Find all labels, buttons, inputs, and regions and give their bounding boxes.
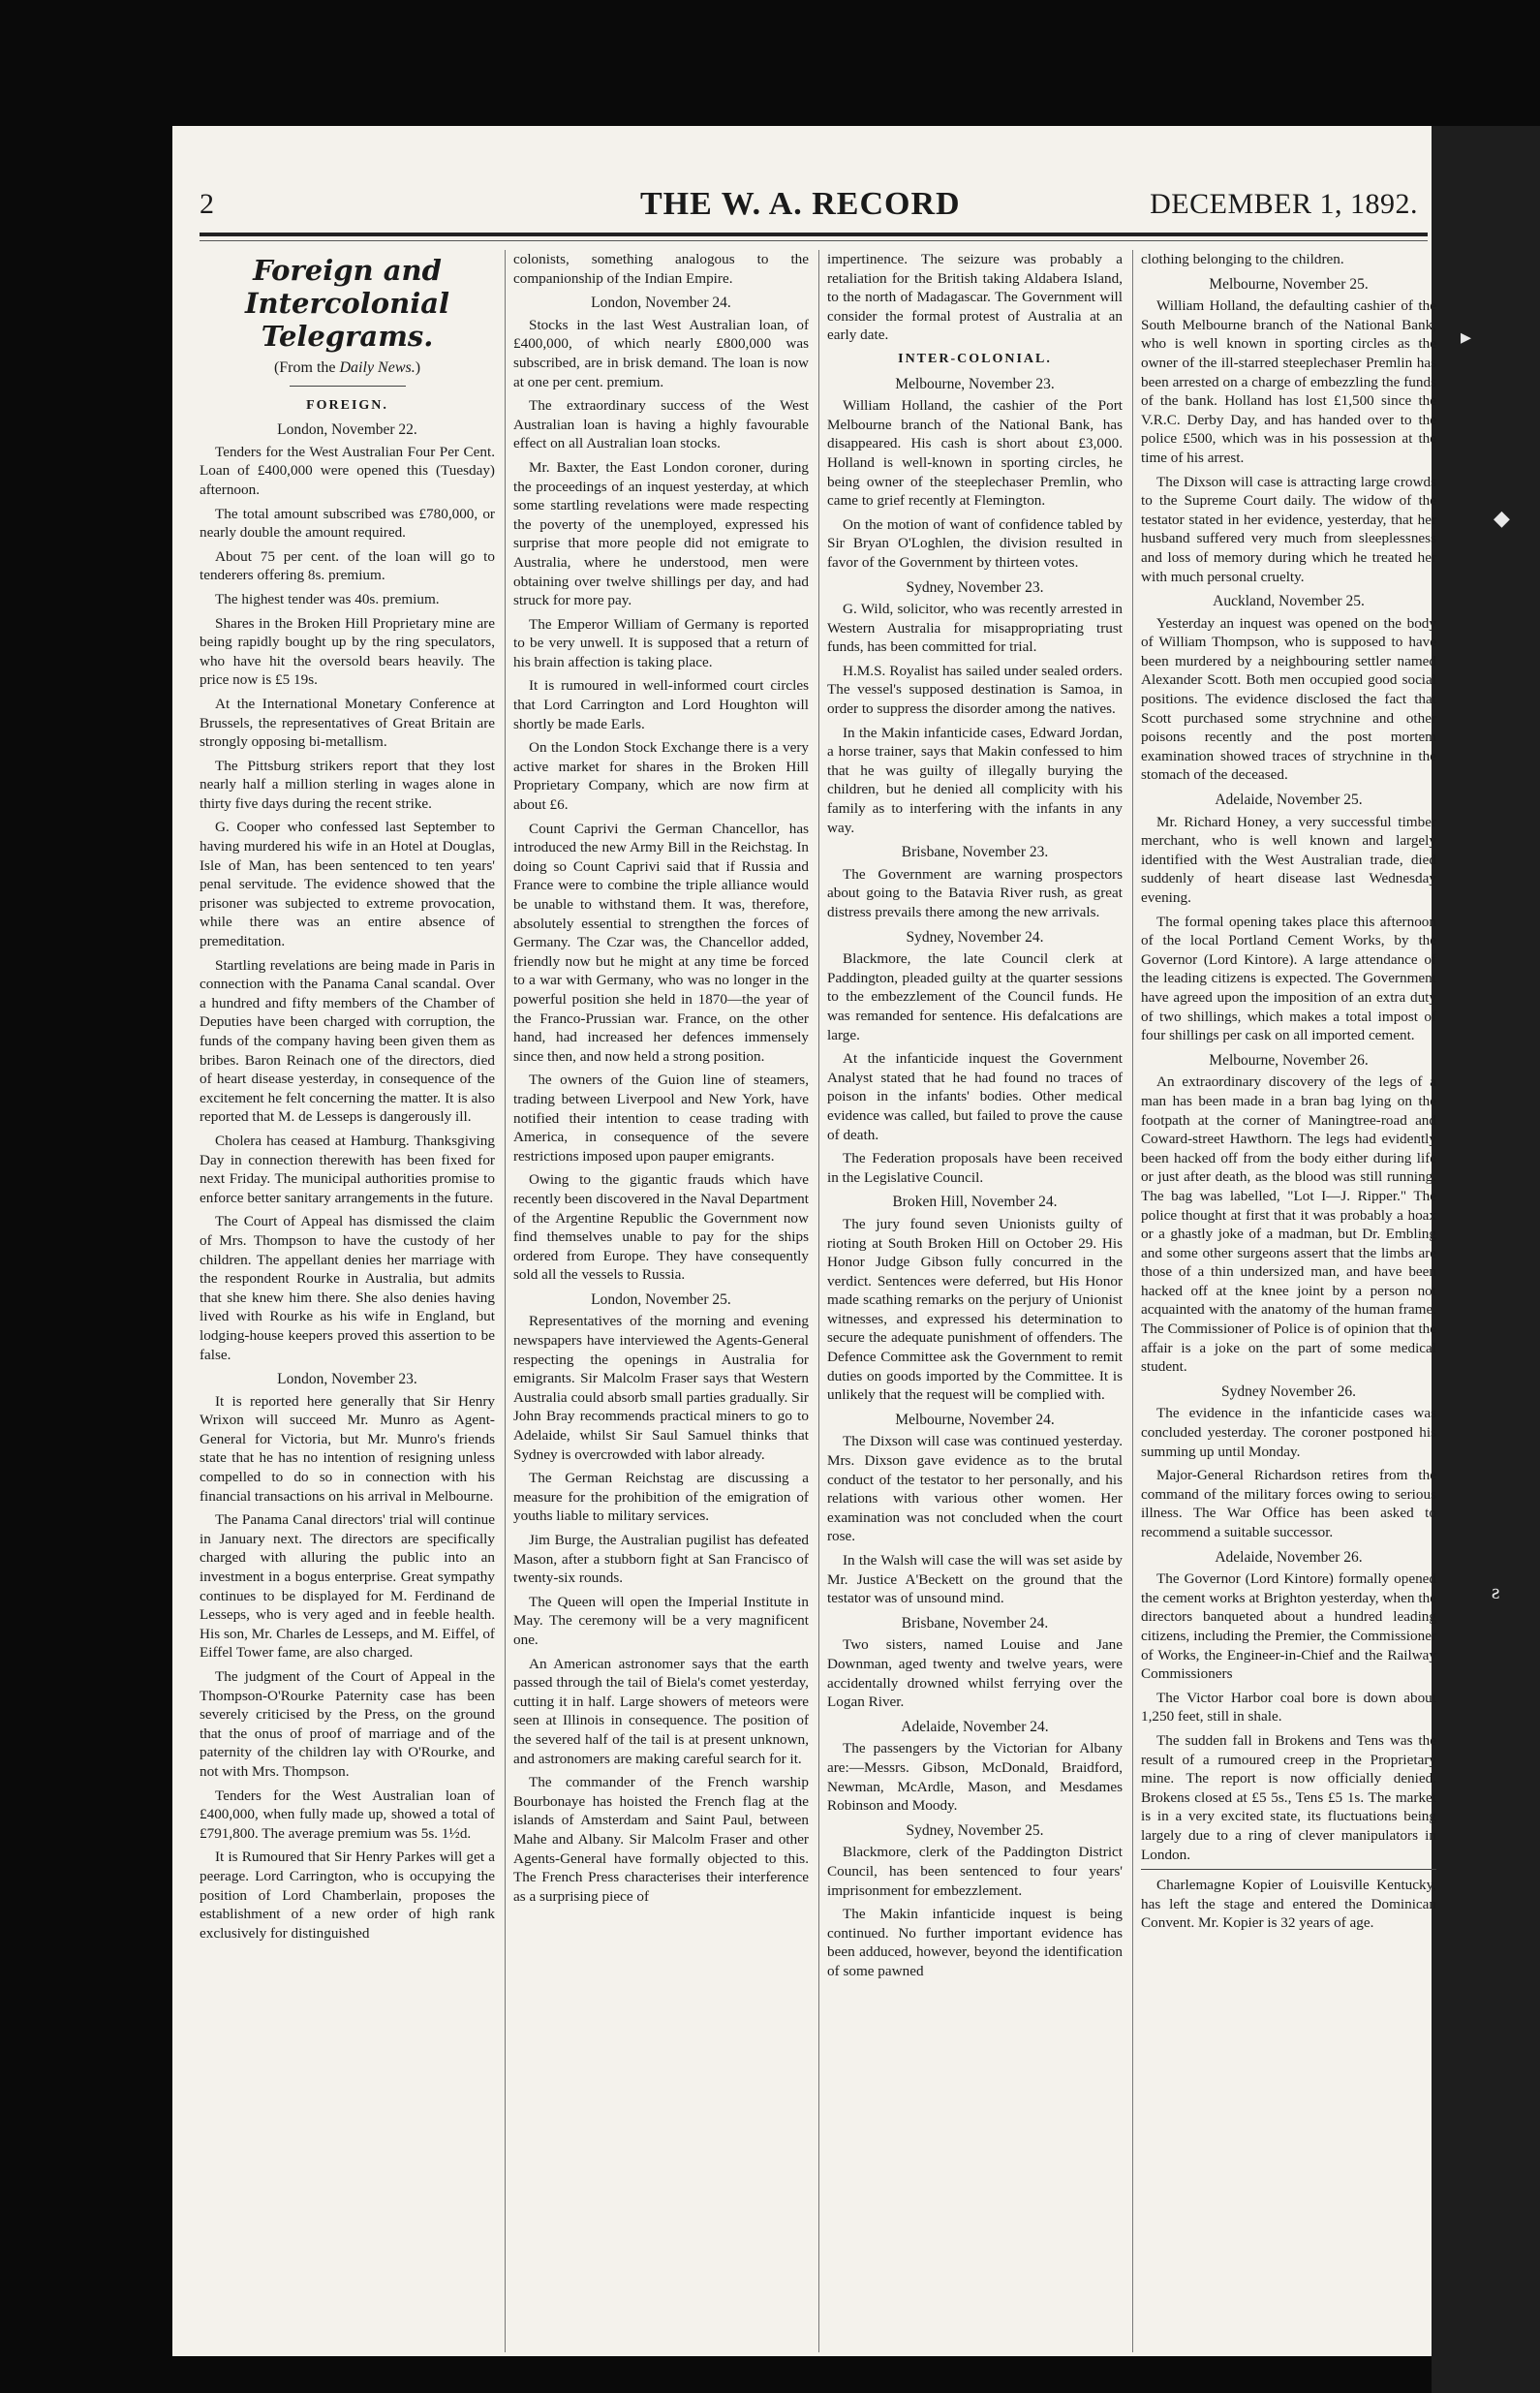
edge-mark: ◆ (1494, 506, 1510, 530)
article-paragraph: The Government are warning prospectors about going to the Batavia River rush, as great distress prevails there among the new arrivals. (827, 865, 1123, 920)
article-paragraph: William Holland, the defaulting cashier of the South Melbourne branch of the National Bank, who is well known in sporting circles as the owner of the ill-starred steeplechaser Premlin has been arrested on a charge of embezzling the funds of the bank. Holland has lost £1,500 since the V.R.C. Derby Day, and has handed over to the police £500, which was in his possession at the time of his arrest. (1141, 297, 1436, 466)
notice-paragraph: Charlemagne Kopier of Louisville Kentucky, has left the stage and entered the Dominican Convent. Mr. Kopier is 32 years of age. (1141, 1869, 1436, 1933)
article-paragraph: In the Walsh will case the will was set aside by Mr. Justice A'Beckett on the ground that the testator was of unsound mind. (827, 1552, 1123, 1607)
article-paragraph: Mr. Baxter, the East London coroner, during the proceedings of an inquest yesterday, at which some startling revelations were made respecting the poverty of the unemployed, expressed his surprise that more people did not emigrate to Australia, where he understood, men were obtaining over twelve shillings per day, and had struck for more pay. (513, 458, 809, 609)
article-paragraph: About 75 per cent. of the loan will go to tenderers offering 8s. premium. (200, 547, 495, 584)
header-rule (200, 233, 1428, 236)
article-paragraph: The passengers by the Victorian for Albany are:—Messrs. Gibson, McDonald, Braidford, Newman, McArdle, Mason, and Mesdames Robinson and Moody. (827, 1740, 1123, 1815)
article-paragraph: William Holland, the cashier of the Port Melbourne branch of the National Bank, has disappeared. His cash is short about £3,000. Holland is well-known in sporting circles, he being owner of the steeplechaser Premlin, who came to grief recently at Flemington. (827, 397, 1123, 510)
article-paragraph: At the International Monetary Conference at Brussels, the representatives of Great Britain are strongly opposing bi-metallism. (200, 695, 495, 751)
column-4 (1141, 250, 1436, 1938)
source-paper: Daily News. (339, 359, 416, 376)
article-paragraph: Yesterday an inquest was opened on the body of William Thompson, who is supposed to have been murdered by a neighbouring settler named Alexander Scott. Both men occupied good social positions. The evidence disclosed the fact that Scott purchased some strychnine and other poisons recently and the post mortem examination showed traces of strychnine in the stomach of the deceased. (1141, 614, 1436, 784)
article-paragraph: colonists, something analogous to the companionship of the Indian Empire. (513, 251, 809, 287)
article-paragraph: On the motion of want of confidence tabled by Sir Bryan O'Loghlen, the division resulted in favor of the Government by thirteen votes. (827, 515, 1123, 571)
article-paragraph: The jury found seven Unionists guilty of rioting at South Broken Hill on October 29. His Honor Judge Gibson fully concurred in the verdict. Sentences were deferred, but His Honor made scathing remarks on the perjury of Unionist witnesses, and expressed his determination to secure the adequate punishment of offenders. The Defence Committee ask the Government to remit duties on goods imported by the Committee. It is unlikely that the request will be complied with. (827, 1215, 1123, 1404)
article-paragraph: Two sisters, named Louise and Jane Downman, aged twenty and twelve years, were accidentally drowned whilst ferrying over the Logan River. (827, 1636, 1123, 1711)
article-paragraph: Mr. Richard Honey, a very successful timber merchant, who is well known and largely identified with the West Australian trade, died suddenly of heart disease last Wednesday evening. (1141, 813, 1436, 906)
article-paragraph: Representatives of the morning and evening newspapers have interviewed the Agents-General respecting the openings in Australia for emigrants. Sir Malcolm Fraser says that Western Australia could absorb small parties gradually. Sir John Bray recommends practical miners to go to Adelaide, whilst Sir Saul Samuel thinks that Sydney is overcrowded with labor already. (513, 1313, 809, 1463)
article-paragraph: The Dixson will case was continued yesterday. Mrs. Dixson gave evidence as to the brutal conduct of the testator to her personally, and his relations with various other women. Her examination was not concluded when the court rose. (827, 1433, 1123, 1545)
article-paragraph: In the Makin infanticide cases, Edward Jordan, a horse trainer, says that Makin confessed to him that he was guilty of illegally burying the children, but he denied all complicity with his family as to interfering with the infants in any way. (827, 724, 1123, 836)
article-paragraph: The Pittsburg strikers report that they lost nearly half a million sterling in wages alone in thirty five days during the recent strike. (200, 757, 495, 812)
dateline: Sydney, November 24. (906, 928, 1044, 946)
scan-shadow-right (1432, 126, 1540, 2393)
article-paragraph: The highest tender was 40s. premium. (215, 590, 440, 607)
article-paragraph: The commander of the French warship Bourbonaye has hoisted the French flag at the islands of Amsterdam and Saint Paul, between Mahe and Albany. Sir Malcolm Fraser and other Agents-General have formally objected to this. The French Press characterises their interference as a surprising piece of (513, 1774, 809, 1905)
article-paragraph: clothing belonging to the children. (1141, 251, 1344, 267)
dateline: Melbourne, November 26. (1209, 1051, 1369, 1069)
edge-mark: ƨ (1492, 1579, 1500, 1603)
column-rule (818, 250, 819, 2352)
article-paragraph: An American astronomer says that the earth passed through the tail of Biela's comet yesterday, cutting it in half. Large showers of meteors were seen at Illinois in consequence. The position of the severed half of the tail is at present unknown, and astronomers are making careful search for it. (513, 1655, 809, 1767)
divider (290, 386, 406, 387)
article-paragraph: On the London Stock Exchange there is a very active market for shares in the Broken Hill Proprietary Company, which are now firm at about £6. (513, 739, 809, 814)
article-paragraph: The extraordinary success of the West Australian loan is having a highly favourable effect on all Australian loan stocks. (513, 397, 809, 452)
page-header (200, 182, 1428, 231)
section-heading-foreign: FOREIGN. (306, 397, 388, 413)
dateline: Brisbane, November 24. (901, 1614, 1049, 1632)
section-masthead: Foreign and Intercolonial Telegrams. (244, 254, 450, 353)
article-paragraph: At the infanticide inquest the Government Analyst stated that he had found no traces of poison in the infants' bodies. Other medical evidence was called, but failed to prove the cause of death. (827, 1050, 1123, 1143)
article-paragraph: Major-General Richardson retires from the command of the military forces owing to serious illness. The War Office has been asked to recommend a suitable successor. (1141, 1467, 1436, 1540)
newspaper-page (172, 126, 1436, 2356)
article-paragraph: Tenders for the West Australian Four Per Cent. Loan of £400,000 were opened this (Tuesday) afternoon. (200, 443, 495, 498)
article-paragraph: The Makin infanticide inquest is being continued. No further important evidence has been adduced, however, beyond the identification of some pawned (827, 1906, 1123, 1979)
column-rule (1132, 250, 1133, 2352)
article-paragraph: An extraordinary discovery of the legs of a man has been made in a bran bag lying on the footpath at the corner of Maningtree-road and Coward-street Hawthorn. The legs had evidently been hacked off from the body either during life or just after death, as the blood was still running. The bag was labelled, "Lot I—J. Ripper." The police thought at first that it was probably a hoax or a ghastly joke of a madman, but Dr. Embling and some other surgeons assert that the limbs are those of a thin undersized man, and have been hacked off at the knee joint by a person not acquainted with the anatomy of the human frame. The Commissioner of Police is of opinion that the affair is a joke on the part of some medical student. (1141, 1073, 1436, 1376)
article-paragraph: The German Reichstag are discussing a measure for the prohibition of the emigration of youths liable to military services. (513, 1470, 809, 1525)
article-paragraph: It is Rumoured that Sir Henry Parkes will get a peerage. Lord Carrington, who is occupying the position of Lord Chamberlain, proposes the establishment of a new order of high rank exclusively for distinguished (200, 1849, 495, 1942)
article-paragraph: H.M.S. Royalist has sailed under sealed orders. The vessel's supposed destination is Samoa, in order to suppress the disorder among the natives. (827, 662, 1123, 718)
article-paragraph: impertinence. The seizure was probably a retaliation for the British taking Aldabera Island, to the north of Madagascar. The Government will consider the formal protest of Australia at an early date. (827, 251, 1123, 344)
article-paragraph: Blackmore, clerk of the Paddington District Council, has been sentenced to four years' imprisonment for embezzlement. (827, 1844, 1123, 1899)
article-paragraph: G. Cooper who confessed last September to having murdered his wife in an Hotel at Douglas, Isle of Man, has been sentenced to ten years' penal servitude. The evidence showed that the prisoner was subjected to extreme provocation, while there was an entire absence of premeditation. (200, 819, 495, 950)
article-paragraph: Count Caprivi the German Chancellor, has introduced the new Army Bill in the Reichstag. In doing so Count Caprivi said that if Russia and France were to combine the triple alliance would be unable to withstand them. It was, therefore, absolutely essential to strengthen the forces of Germany. The Czar was, the Chancellor added, friendly now but he might at any time be forced to a war with Germany, who was no longer in the powerful position she held in 1870—the year of the Franco-Prussian war. France, on the other hand, had increased her defences immensely since then, and now held a strong position. (513, 820, 809, 1065)
dateline: London, November 22. (277, 421, 417, 439)
article-paragraph: It is reported here generally that Sir Henry Wrixon will succeed Mr. Munro as Agent-General for Victoria, but Mr. Munro's friends state that he has no intention of resigning unless compelled to do so in connection with his financial transactions on his arrival in Melbourne. (200, 1392, 495, 1505)
article-paragraph: The Emperor William of Germany is reported to be very unwell. It is supposed that a return of his brain affection is taking place. (513, 615, 809, 670)
column-3 (827, 250, 1123, 1985)
article-paragraph: The Panama Canal directors' trial will continue in January next. The directors are specifically charged with alluring the public into an investment in a bogus enterprise. Great sympathy continues to be displayed for M. Ferdinand de Lesseps, who is very aged and in feeble health. His son, Mr. Charles de Lesseps, and M. Eiffel, of Eiffel Tower fame, are also charged. (200, 1511, 495, 1662)
article-paragraph: The Governor (Lord Kintore) formally opened the cement works at Brighton yesterday, when the directors banqueted about a hundred leading citizens, including the Premier, the Commissioner of Works, the Engineer-in-Chief and the Railway Commissioners (1141, 1570, 1436, 1683)
dateline: Brisbane, November 23. (901, 844, 1049, 861)
article-paragraph: Stocks in the last West Australian loan, of £400,000, of which nearly £800,000 was subscribed, are in brisk demand. The loan is now at one per cent. premium. (513, 316, 809, 390)
article-paragraph: The Queen will open the Imperial Institute in May. The ceremony will be a very magnificent one. (513, 1593, 809, 1648)
article-paragraph: Cholera has ceased at Hamburg. Thanksgiving Day in connection therewith has been fixed for next Friday. The municipal authorities promise to enforce better sanitary arrangements in the future. (200, 1132, 495, 1206)
article-paragraph: Startling revelations are being made in Paris in connection with the Panama Canal scandal. Over a hundred and fifty members of the Chamber of Deputies have been charged with corruption, the funds of the company having been given them as bribes. Baron Reinach one of the directors, died of heart disease yesterday, in consequence of the excitement he felt concerning the matter. It is also reported that M. de Lesseps is dangerously ill. (200, 956, 495, 1126)
article-paragraph: The evidence in the infanticide cases was concluded yesterday. The coroner postponed his summing up until Monday. (1141, 1405, 1436, 1460)
dateline: Broken Hill, November 24. (892, 1194, 1058, 1211)
section-heading-intercolonial: INTER-COLONIAL. (898, 351, 1052, 366)
dateline: Adelaide, November 26. (1215, 1548, 1363, 1566)
dateline: London, November 23. (277, 1371, 417, 1388)
article-paragraph: Tenders for the West Australian loan of £400,000, when fully made up, showed a total of £791,800. The average premium was 5s. 1½d. (200, 1787, 495, 1842)
column-2 (513, 250, 809, 1911)
dateline: Melbourne, November 25. (1209, 275, 1369, 293)
dateline: London, November 24. (591, 295, 731, 312)
article-paragraph: The sudden fall in Brokens and Tens was the result of a rumoured creep in the Proprietary mine. The report is now officially denied. Brokens closed at £5 5s., Tens £5 1s. The market is in a very excited state, its fluctuations being largely due to a ring of clever manipulators in London. (1141, 1731, 1436, 1863)
dateline: Sydney, November 25. (906, 1821, 1044, 1839)
article-paragraph: The Dixson will case is attracting large crowds to the Supreme Court daily. The widow of the testator stated in her evidence, yesterday, that her husband suffered very much from sleeplessness and loss of memory during which he treated her with much personal cruelty. (1141, 473, 1436, 585)
dateline: Auckland, November 25. (1213, 593, 1365, 610)
article-paragraph: The formal opening takes place this afternoon of the local Portland Cement Works, by the Governor (Lord Kintore). A large attendance of the leading citizens is expected. The Government have agreed upon the imposition of an extra duty of two shillings, which makes a total impost of four shillings per cask on all imported cement. (1141, 913, 1436, 1044)
dateline: Sydney, November 23. (906, 578, 1044, 596)
source-credit: (From the Daily News.) (273, 359, 421, 376)
article-paragraph: The total amount subscribed was £780,000, or nearly double the amount required. (200, 505, 495, 542)
page-number: 2 (200, 188, 214, 220)
article-paragraph: Blackmore, the late Council clerk at Paddington, pleaded guilty at the quarter sessions to the embezzlement of the Council funds. He was remanded for sentence. His defalcations are large. (827, 950, 1123, 1043)
article-paragraph: Shares in the Broken Hill Proprietary mine are being rapidly bought up by the ring speculators, who have hit the oversold bears heavily. The price now is £5 19s. (200, 614, 495, 689)
article-paragraph: Owing to the gigantic frauds which have recently been discovered in the Naval Department of the Argentine Republic the Government now find themselves unable to pay for the ships ordered from Europe. They have consequently sold all the vessels to Russia. (513, 1171, 809, 1284)
article-paragraph: It is rumoured in well-informed court circles that Lord Carrington and Lord Houghton will shortly be made Earls. (513, 677, 809, 732)
article-paragraph: The Court of Appeal has dismissed the claim of Mrs. Thompson to have the custody of her children. The appellant denies her marriage with the respondent Rourke in Australia, but admits that she knew him there. She also denies having lived with Rourke as his wife in England, but lodging-house keepers proved this assertion to be false. (200, 1213, 495, 1363)
article-paragraph: Jim Burge, the Australian pugilist has defeated Mason, after a stubborn fight at San Francisco of twenty-six rounds. (513, 1532, 809, 1587)
dateline: Melbourne, November 24. (895, 1411, 1055, 1428)
dateline: Sydney November 26. (1220, 1383, 1357, 1400)
dateline: Melbourne, November 23. (895, 375, 1055, 392)
paper-title: THE W. A. RECORD (640, 186, 961, 222)
dateline: Adelaide, November 25. (1215, 792, 1363, 809)
article-paragraph: The owners of the Guion line of steamers, trading between Liverpool and New York, have notified their intention to cease trading with America, in consequence of the severe restrictions imposed upon pauper emigrants. (513, 1072, 809, 1165)
column-1 (200, 250, 495, 1947)
article-paragraph: The judgment of the Court of Appeal in the Thompson-O'Rourke Paternity case has been severely criticised by the Press, on the ground that the onus of proof of marriage and of the paternity of the children lay with O'Rourke, and not with Mrs. Thompson. (200, 1668, 495, 1780)
dateline: London, November 25. (591, 1290, 731, 1308)
edge-mark: ▸ (1461, 325, 1472, 349)
header-rule-thin (200, 240, 1428, 241)
dateline: Adelaide, November 24. (901, 1718, 1049, 1735)
article-paragraph: The Federation proposals have been received in the Legislative Council. (827, 1150, 1123, 1186)
issue-date: DECEMBER 1, 1892. (1150, 188, 1418, 220)
article-paragraph: G. Wild, solicitor, who was recently arrested in Western Australia for misappropriating trust funds, has been committed for trial. (827, 601, 1123, 656)
article-paragraph: The Victor Harbor coal bore is down about 1,250 feet, still in shale. (1141, 1689, 1436, 1725)
column-rule (505, 250, 506, 2352)
